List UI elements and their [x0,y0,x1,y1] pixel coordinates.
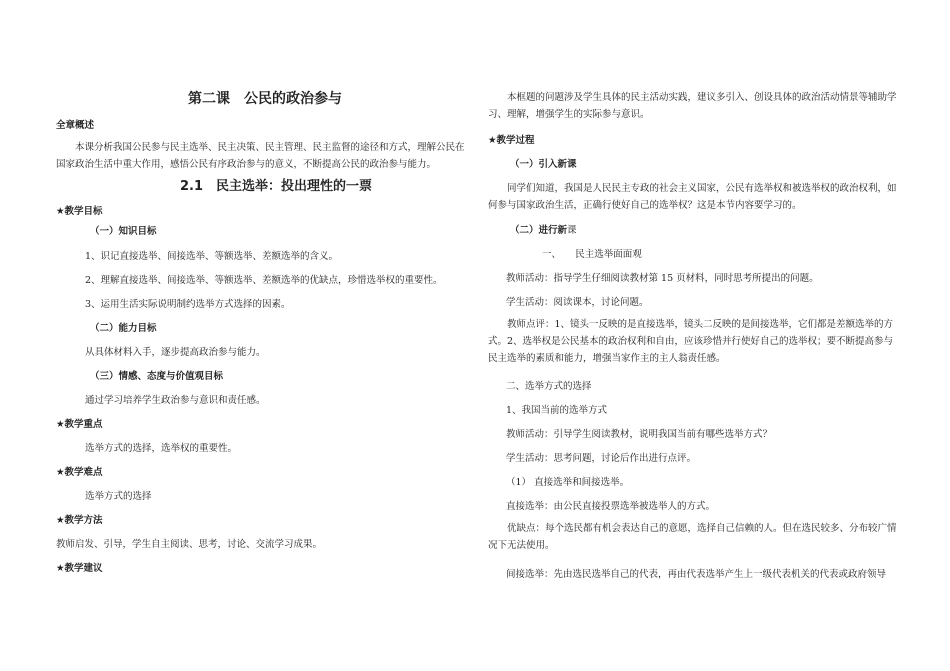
method-text: 教师启发、引导，学生自主阅读、思考，讨论、交流学习成果。 [56,539,323,550]
lesson-title: 第二课 公民的政治参与 [188,91,342,107]
method-heading: ★教学方法 [56,515,103,526]
difficulty-text: 选举方式的选择 [85,491,152,502]
item-direct-indirect: （1） 直接选举和间接选举。 [506,477,630,488]
new-lesson-heading-bold: （二）进行新 [510,225,568,236]
new-lesson-heading-tail: 课 [567,225,577,236]
indirect-election-definition: 间接选举：先由选民选举自己的代表，再由代表选举产生上一级代表机关的代表或政府领导 [506,569,887,580]
part1-title: 一、 民主选举面面观 [542,249,642,260]
teacher-comment: 教师点评：1、镜头一反映的是直接选举，镜头二反映的是间接选举，它们都是差额选举的方式。2、选举权是公民基本的政治权利和自由，应该珍惜并行使好自己的选举权；要不断提高参与民主选举的素质和能力，增强当家作主的主人翁责任感。 [488,319,894,364]
intro-heading: （一）引入新课 [510,159,577,170]
knowledge-item-3: 3、运用生活实际说明制约选举方式选择的因素。 [85,299,291,310]
knowledge-item-1: 1、识记直接选举、间接选举、等额选举、差额选举的含义。 [85,251,339,262]
ability-text: 从具体材料入手，逐步提高政治参与能力。 [85,347,266,358]
difficulty-heading: ★教学难点 [56,467,103,478]
direct-election-definition: 直接选举：由公民直接投票选举被选举人的方式。 [506,501,716,512]
emotion-heading: （三）情感、态度与价值观目标 [90,371,224,382]
key-heading: ★教学重点 [56,419,103,430]
suggestion-heading: ★教学建议 [56,563,103,574]
suggestion-text: 本框题的问题涉及学生具体的民主活动实践，建议多引入、创设具体的政治活动情景等辅助学习、理解，增强学生的实际参与意识。 [488,92,897,120]
goals-heading: ★教学目标 [56,206,103,217]
overview-text: 本课分析我国公民参与民主选举、民主决策、民主管理、民主监督的途径和方式，理解公民在国家政治生活中重大作用，感悟公民有序政治参与的意义，不断提高公民的政治参与能力。 [56,142,465,170]
teacher-activity-1: 教师活动：指导学生仔细阅读教材第 15 页材料，同时思考所提出的问题。 [506,273,819,284]
intro-text: 同学们知道，我国是人民民主专政的社会主义国家，公民有选举权和被选举权的政治权利，如何参与国家政治生活，正确行使好自己的选举权？这是本节内容要学习的。 [488,183,897,211]
part2-title: 二、选举方式的选择 [506,381,592,392]
key-text: 选举方式的选择，选举权的重要性。 [85,443,238,454]
overview-heading: 全章概述 [56,120,95,131]
ability-heading: （二）能力目标 [90,323,157,334]
emotion-text: 通过学习培养学生政治参与意识和责任感。 [85,395,266,406]
student-activity-2: 学生活动：思考问题，讨论后作出进行点评。 [506,453,697,464]
knowledge-item-2: 2、理解直接选举、间接选举、等额选举、差额选举的优缺点，珍惜选举权的重要性。 [85,275,443,286]
process-heading: ★教学过程 [488,135,535,146]
sub1-title: 1、我国当前的选举方式 [506,405,608,416]
knowledge-heading: （一）知识目标 [90,226,157,237]
section-title: 2.1 民主选举：投出理性的一票 [180,179,373,194]
student-activity-1: 学生活动：阅读课本，讨论问题。 [506,297,649,308]
teacher-activity-2: 教师活动：引导学生阅读教材，说明我国当前有哪些选举方式？ [506,429,773,440]
new-lesson-heading [510,224,577,237]
pros-cons-text: 优缺点：每个选民都有机会表达自己的意愿，选择自己信赖的人。但在选民较多、分布较广情况下无法使用。 [488,523,897,551]
